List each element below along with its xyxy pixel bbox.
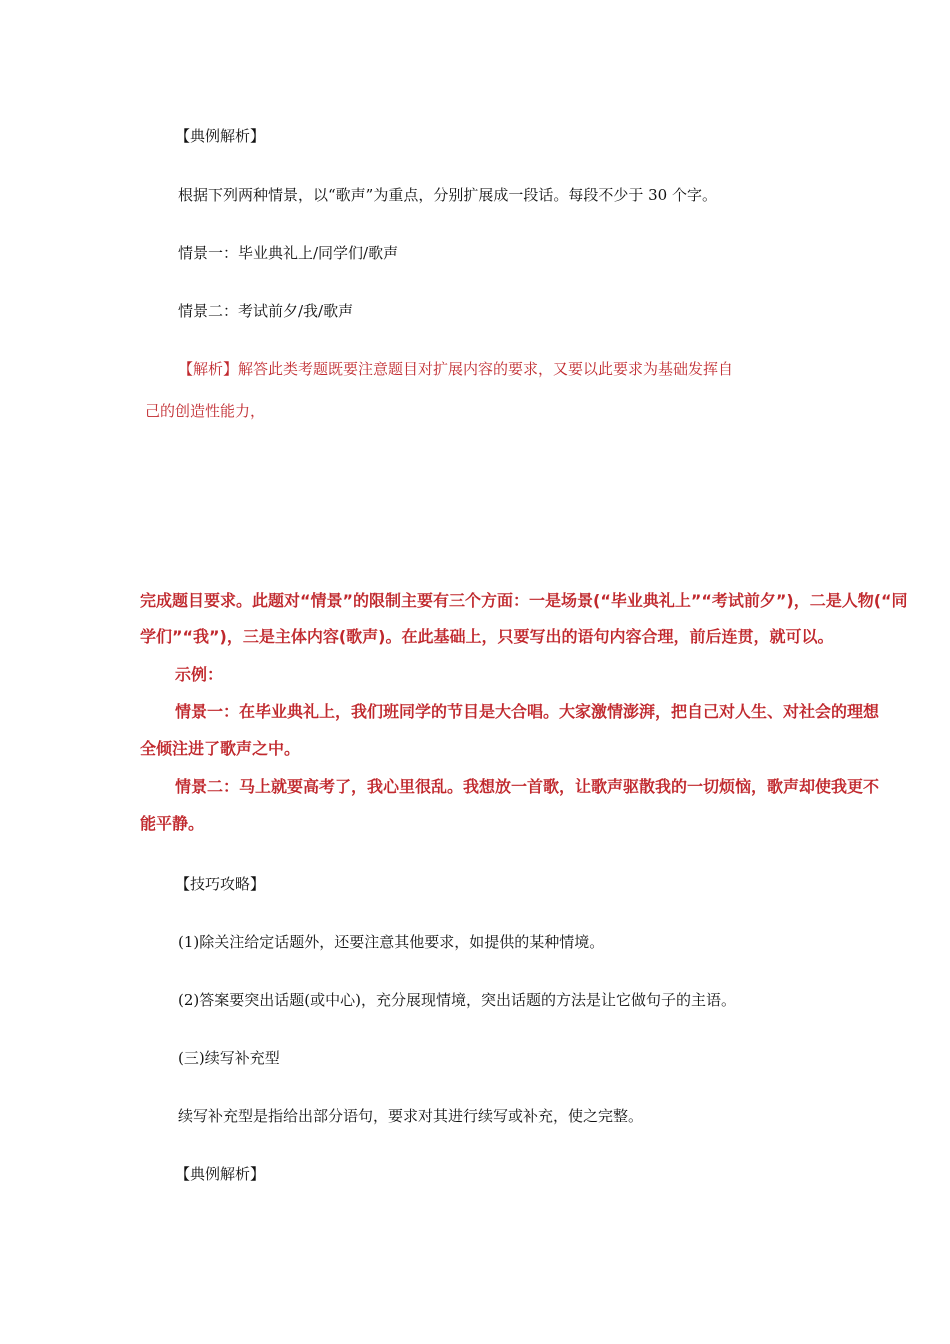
example-scene-one-line-2: 全倾注进了歌声之中。 <box>140 739 301 758</box>
type-heading: (三)续写补充型 <box>178 1049 280 1067</box>
analysis-line-2: 己的创造性能力， <box>145 402 266 420</box>
answer-line-2: 学们”“我”)，三是主体内容(歌声)。在此基础上，只要写出的语句内容合理，前后连贯，就可以。 <box>140 627 834 646</box>
section-heading-tips: 【技巧攻略】 <box>175 875 266 893</box>
analysis-line-1 <box>178 359 733 379</box>
type-description: 续写补充型是指给出部分语句，要求对其进行续写或补充，使之完整。 <box>178 1107 644 1125</box>
analysis-label: 【解析】 <box>178 360 239 378</box>
answer-line-1: 完成题目要求。此题对“情景”的限制主要有三个方面：一是场景(“毕业典礼上”“考试前夕”)，二是人物(“同 <box>140 591 908 610</box>
scene-two: 情景二：考试前夕/我/歌声 <box>178 302 354 320</box>
analysis-text: 解答此类考题既要注意题目对扩展内容的要求，又要以此要求为基础发挥自 <box>238 360 734 378</box>
section-heading-example-2: 【典例解析】 <box>175 1165 266 1183</box>
scene-one: 情景一：毕业典礼上/同学们/歌声 <box>178 244 399 262</box>
question-text: 根据下列两种情景，以“歌声”为重点，分别扩展成一段话。每段不少于 30 个字。 <box>178 186 717 204</box>
tip-one: (1)除关注给定话题外，还要注意其他要求，如提供的某种情境。 <box>178 933 605 951</box>
tip-two: (2)答案要突出话题(或中心)，充分展现情境，突出话题的方法是让它做句子的主语。 <box>178 991 736 1009</box>
example-scene-one-line-1: 情景一：在毕业典礼上，我们班同学的节目是大合唱。大家激情澎湃，把自己对人生、对社会的理想 <box>175 702 880 721</box>
example-scene-two-line-2: 能平静。 <box>140 814 205 833</box>
example-label: 示例： <box>175 665 224 684</box>
section-heading-example: 【典例解析】 <box>175 127 266 145</box>
example-scene-two-line-1: 情景二：马上就要高考了，我心里很乱。我想放一首歌，让歌声驱散我的一切烦恼，歌声却使我更不 <box>175 777 880 796</box>
